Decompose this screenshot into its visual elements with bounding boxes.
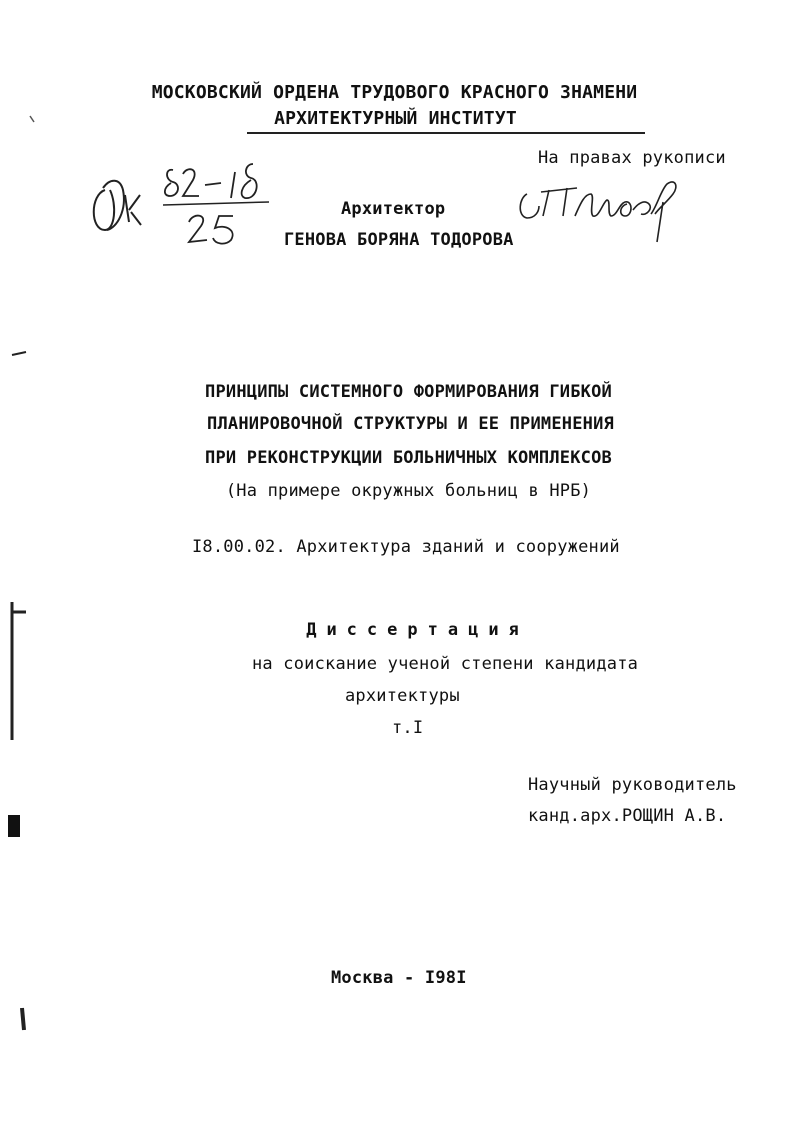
header-divider [247,132,645,134]
specialty-code: I8.00.02. Архитектура зданий и сооружений [192,537,620,557]
supervisor-name: канд.арх.РОЩИН А.В. [528,806,727,826]
document-type: Диссертация [306,620,529,640]
author-signature [515,172,695,247]
author-name: ГЕНОВА БОРЯНА ТОДОРОВА [284,230,514,250]
thesis-title-line1: ПРИНЦИПЫ СИСТЕМНОГО ФОРМИРОВАНИЯ ГИБКОЙ [205,382,612,402]
degree-line1: на соискание ученой степени кандидата [252,654,639,674]
thesis-title-subtitle: (На примере окружных больниц в НРБ) [225,481,592,501]
degree-line2: архитектуры [345,686,460,706]
manuscript-rights-note: На правах рукописи [538,148,726,168]
institution-name-line2: АРХИТЕКТУРНЫЙ ИНСТИТУТ [274,108,517,129]
institution-name-line1: МОСКОВСКИЙ ОРДЕНА ТРУДОВОГО КРАСНОГО ЗНАМЕНИ [151,82,638,103]
city-and-year: Москва - I98I [331,968,467,988]
thesis-title-line3: ПРИ РЕКОНСТРУКЦИИ БОЛЬНИЧНЫХ КОМПЛЕКСОВ [205,448,612,468]
volume-number: т.I [392,718,424,738]
scan-margin-artifacts [0,0,40,1125]
thesis-title-line2: ПЛАНИРОВОЧНОЙ СТРУКТУРЫ И ЕЕ ПРИМЕНЕНИЯ [207,414,614,434]
supervisor-label: Научный руководитель [528,775,737,795]
author-role: Архитектор [341,199,446,219]
handwritten-archive-mark [85,150,285,250]
